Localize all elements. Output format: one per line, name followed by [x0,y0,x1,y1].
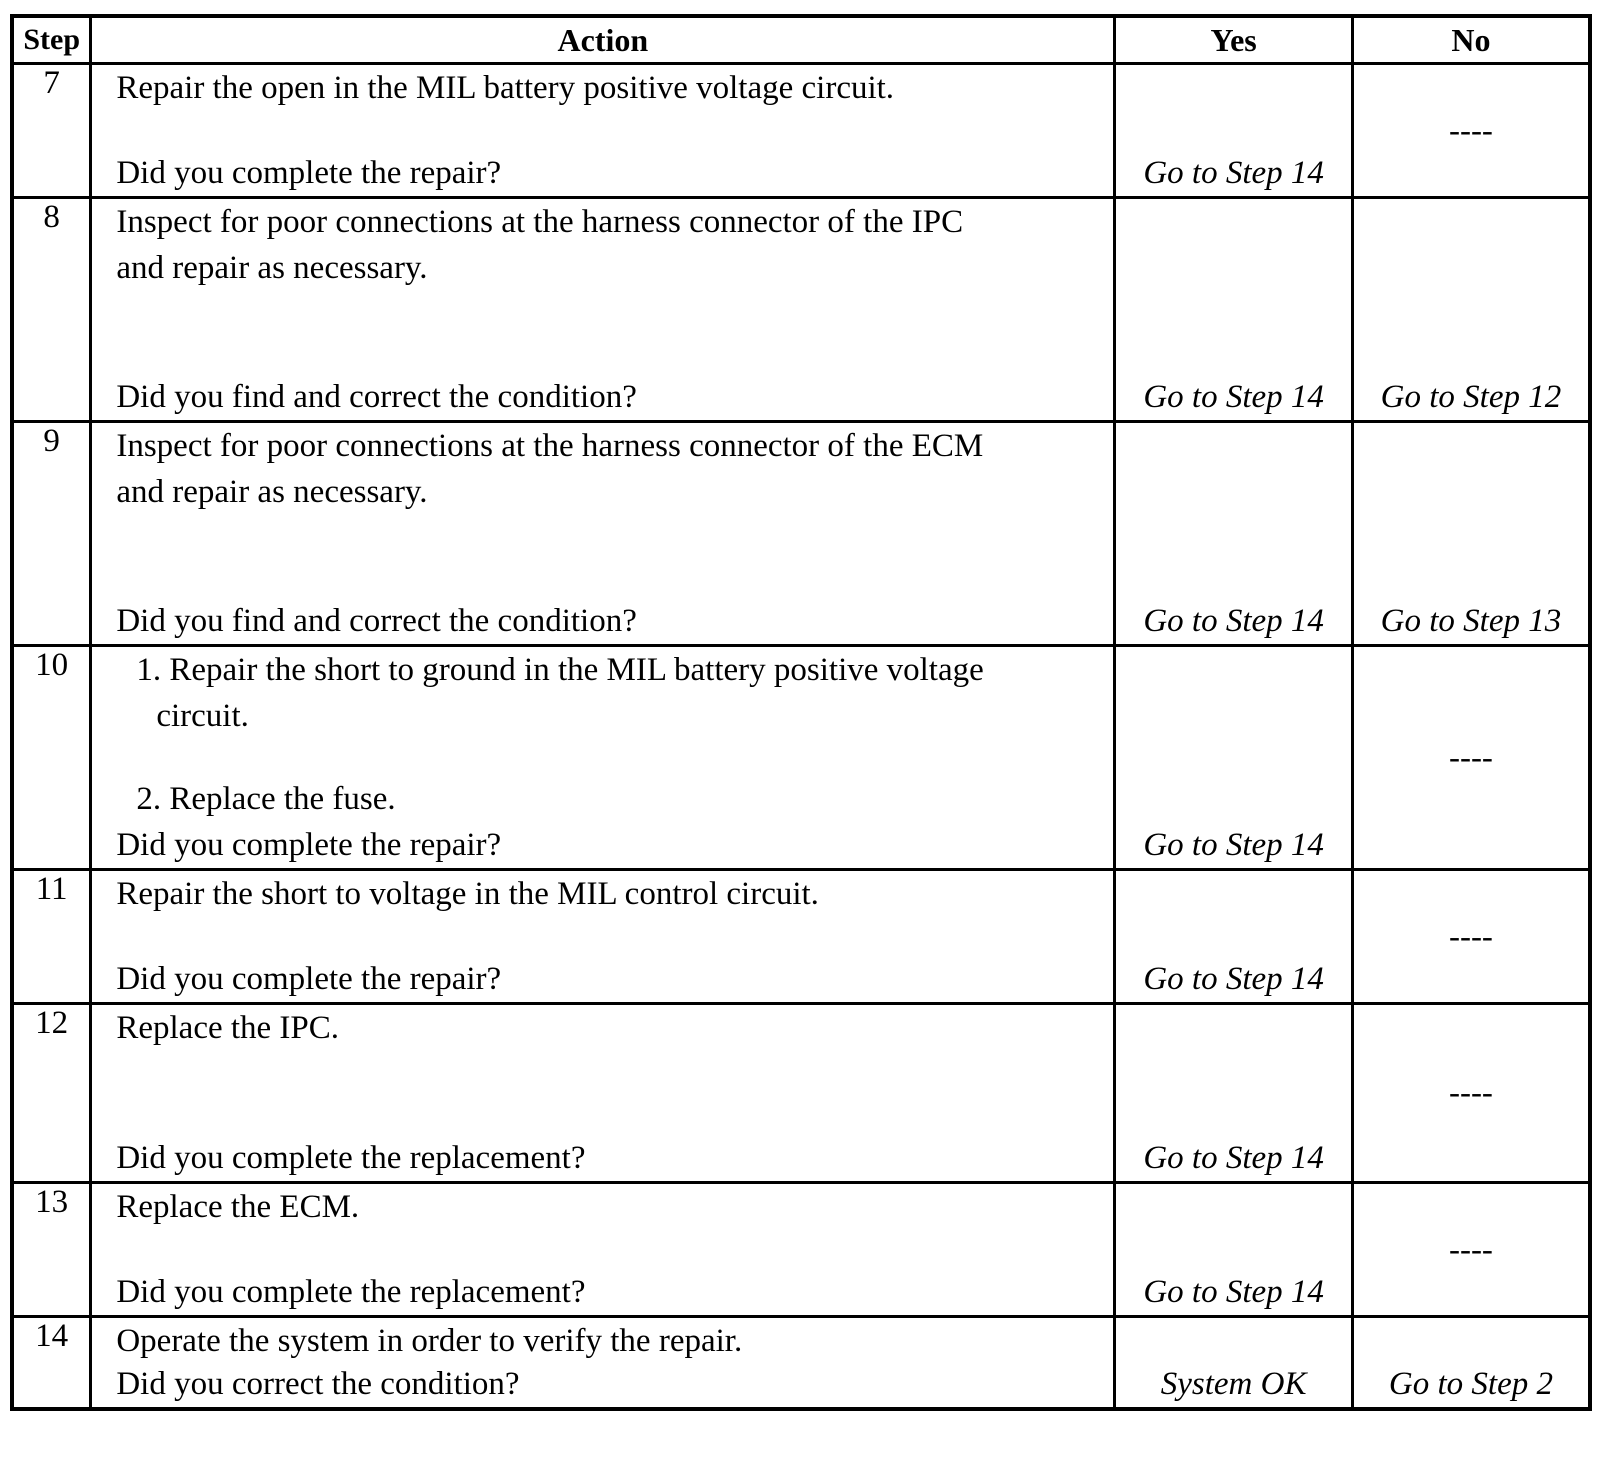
step-number: 11 [12,870,91,1004]
action-question: Did you find and correct the condition? [116,379,637,415]
step-number: 10 [12,646,91,870]
yes-cell [1115,1004,1353,1183]
action-question: Did you complete the replacement? [116,1140,586,1176]
action-text: Operate the system in order to verify the repair. [116,1323,743,1359]
table-row [12,1317,1590,1409]
action-text: and repair as necessary. [116,474,428,510]
table-row [12,64,1590,198]
column-header-action: Action [91,16,1115,64]
no-result: ---- [1448,918,1493,955]
no-result: ---- [1448,739,1493,776]
action-cell [91,1317,1115,1409]
no-result: Go to Step 12 [1380,379,1562,415]
action-cell [91,646,1115,870]
column-header-yes: Yes [1115,16,1353,64]
table-row [12,422,1590,646]
action-text: Repair the open in the MIL battery positive voltage circuit. [116,70,895,106]
table-row [12,1183,1590,1317]
action-cell [91,64,1115,198]
no-cell [1352,1317,1590,1409]
step-number: 8 [12,198,91,422]
yes-result: Go to Step 14 [1143,827,1324,863]
no-result: ---- [1448,1231,1493,1268]
no-result: Go to Step 2 [1388,1365,1553,1402]
yes-result: System OK [1160,1365,1307,1402]
diagnostic-table [10,14,1592,1411]
no-cell [1352,646,1590,870]
action-cell [91,422,1115,646]
step-number: 13 [12,1183,91,1317]
yes-result: Go to Step 14 [1143,1274,1324,1310]
yes-result: Go to Step 14 [1143,155,1324,191]
action-question: Did you correct the condition? [116,1365,520,1402]
action-text: Inspect for poor connections at the harness connector of the ECM [116,428,984,464]
no-cell [1352,1004,1590,1183]
no-result: ---- [1448,1075,1493,1111]
no-cell [1352,422,1590,646]
no-cell [1352,870,1590,1004]
yes-cell [1115,422,1353,646]
table-row [12,646,1590,870]
yes-cell [1115,646,1353,870]
no-result: ---- [1448,112,1493,149]
step-number: 14 [12,1317,91,1409]
yes-cell [1115,1317,1353,1409]
action-question: Did you complete the repair? [116,961,502,997]
action-question: Did you complete the repair? [116,827,502,863]
action-text: Replace the IPC. [116,1010,340,1046]
step-number: 7 [12,64,91,198]
yes-result: Go to Step 14 [1143,1140,1324,1176]
no-cell [1352,1183,1590,1317]
action-text: Repair the short to voltage in the MIL control circuit. [116,876,819,912]
yes-result: Go to Step 14 [1143,961,1324,997]
header-row [12,16,1590,64]
action-cell [91,198,1115,422]
action-cell [91,1183,1115,1317]
yes-cell [1115,870,1353,1004]
yes-result: Go to Step 14 [1143,379,1324,415]
action-list-item: 2. Replace the fuse. [136,781,396,817]
no-cell [1352,198,1590,422]
column-header-step: Step [12,16,91,64]
yes-cell [1115,64,1353,198]
action-question: Did you complete the repair? [116,155,502,191]
action-cell [91,1004,1115,1183]
step-number: 9 [12,422,91,646]
table-row [12,198,1590,422]
yes-cell [1115,1183,1353,1317]
yes-cell [1115,198,1353,422]
table-row [12,1004,1590,1183]
table-row [12,870,1590,1004]
action-text: Inspect for poor connections at the harness connector of the IPC [116,204,964,240]
step-number: 12 [12,1004,91,1183]
action-question: Did you find and correct the condition? [116,603,637,639]
action-cell [91,870,1115,1004]
column-header-no: No [1352,16,1590,64]
action-text: Replace the ECM. [116,1189,360,1225]
no-cell [1352,64,1590,198]
action-list-item: 1. Repair the short to ground in the MIL battery positive voltage [136,652,984,688]
action-text: and repair as necessary. [116,250,428,286]
no-result: Go to Step 13 [1380,603,1562,639]
action-list-item-continued: circuit. [156,698,249,734]
yes-result: Go to Step 14 [1143,603,1324,639]
action-question: Did you complete the replacement? [116,1274,586,1310]
